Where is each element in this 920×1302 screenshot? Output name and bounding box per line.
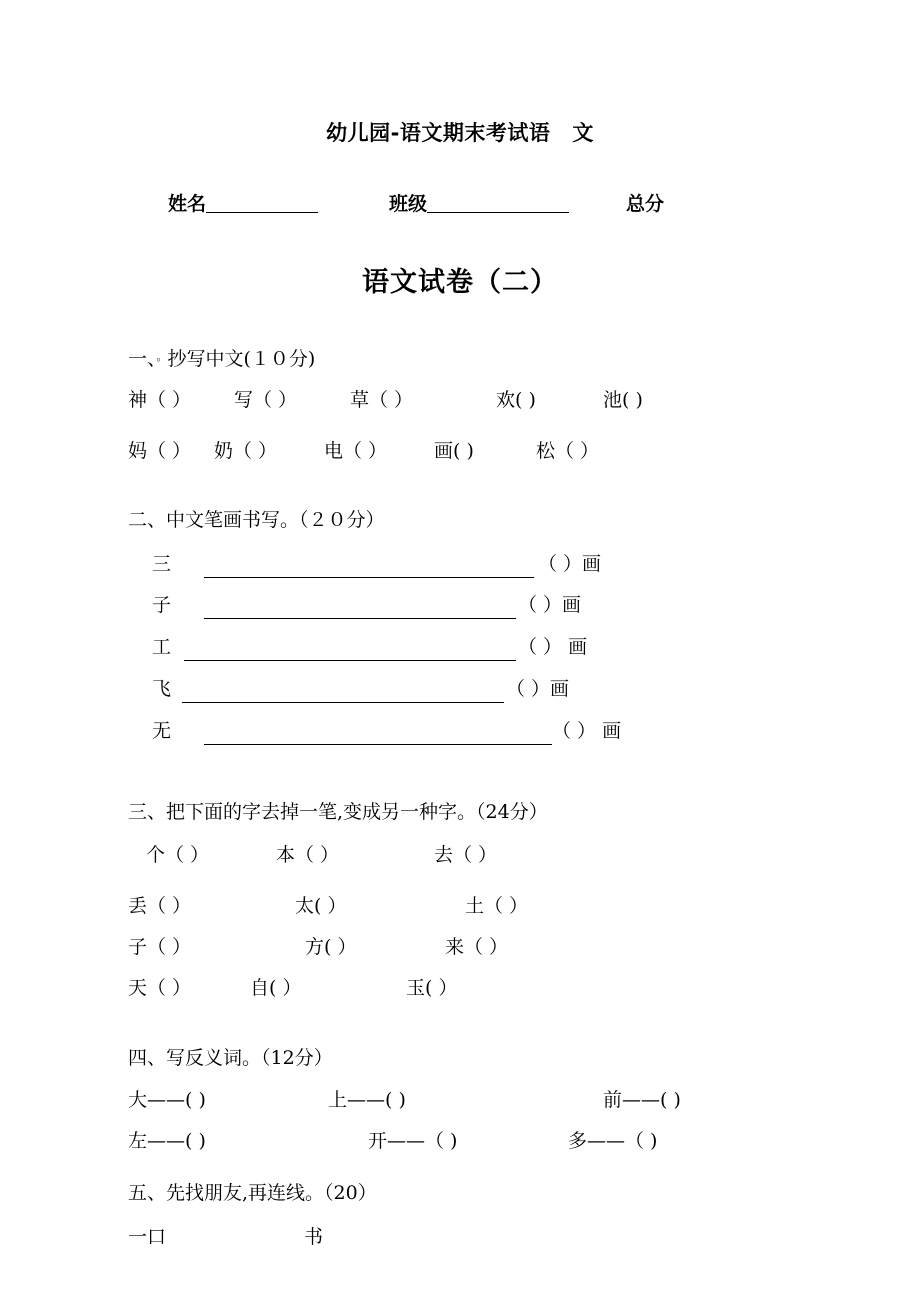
section-four-heading bbox=[128, 1043, 333, 1070]
answer-blank-diu[interactable]: 丢（ ） bbox=[128, 895, 192, 917]
antonym-blank-da[interactable]: 大——( ) bbox=[128, 1089, 206, 1111]
section-three-title: 把下面的字去掉一笔,变成另一种字。（24分） bbox=[166, 801, 548, 823]
class-field[interactable] bbox=[389, 189, 569, 216]
antonym-blank-qian[interactable]: 前——( ) bbox=[603, 1089, 681, 1111]
document-header-title bbox=[0, 117, 920, 147]
answer-blank-chi[interactable]: 池( ) bbox=[603, 389, 643, 411]
stroke-char-san: 三 bbox=[152, 553, 172, 575]
section-two-number: 二、 bbox=[128, 509, 167, 531]
stroke-write-line-fei[interactable] bbox=[182, 702, 504, 703]
answer-blank-shen[interactable]: 神（ ） bbox=[128, 389, 192, 411]
section-three-number: 三、 bbox=[128, 801, 167, 823]
stroke-write-line-wu[interactable] bbox=[204, 744, 552, 745]
stroke-row-zi bbox=[152, 590, 672, 622]
section-five-heading bbox=[128, 1178, 377, 1205]
antonym-blank-shang[interactable]: 上——( ) bbox=[328, 1089, 406, 1111]
section-four-number: 四、 bbox=[128, 1047, 167, 1069]
answer-blank-cao[interactable]: 草（ ） bbox=[350, 389, 414, 411]
answer-blank-yu[interactable]: 玉( ） bbox=[406, 977, 458, 999]
section-two-heading bbox=[128, 505, 385, 532]
stroke-row-gong bbox=[152, 632, 672, 664]
paper-title: 语文试卷（二） bbox=[362, 267, 558, 298]
match-item-right-shu[interactable]: 书 bbox=[304, 1226, 324, 1248]
antonym-blank-duo[interactable]: 多——（ ) bbox=[568, 1130, 658, 1152]
stroke-count-blank-wu[interactable]: （ ） 画 bbox=[552, 720, 622, 742]
section-three-heading bbox=[128, 797, 548, 824]
answer-blank-xie[interactable]: 写（ ） bbox=[234, 389, 298, 411]
answer-blank-ge[interactable]: 个（ ） bbox=[146, 844, 210, 866]
answer-blank-tu[interactable]: 土（ ） bbox=[465, 895, 529, 917]
score-label: 总分 bbox=[626, 193, 665, 215]
answer-blank-lai[interactable]: 来（ ） bbox=[445, 936, 509, 958]
stroke-row-san bbox=[152, 549, 672, 581]
answer-blank-hua[interactable]: 画( ) bbox=[434, 440, 474, 462]
name-write-line[interactable] bbox=[206, 212, 318, 213]
stroke-count-blank-zi[interactable]: （ ）画 bbox=[518, 594, 582, 616]
score-field[interactable] bbox=[626, 189, 664, 216]
stroke-count-blank-san[interactable]: （ ）画 bbox=[538, 553, 602, 575]
stroke-row-wu bbox=[152, 716, 672, 748]
answer-blank-song[interactable]: 松（ ） bbox=[536, 440, 600, 462]
stroke-write-line-san[interactable] bbox=[204, 577, 534, 578]
section-five-number: 五、 bbox=[128, 1182, 167, 1204]
section-one-heading bbox=[128, 344, 315, 371]
section-one-number: 一、 bbox=[128, 348, 157, 370]
answer-blank-dian[interactable]: 电（ ） bbox=[324, 440, 388, 462]
stroke-row-fei bbox=[152, 674, 672, 706]
section-four-title: 写反义词。（12分） bbox=[166, 1047, 333, 1069]
header-title-text: 幼儿园-语文期末考试语 bbox=[326, 121, 551, 145]
stroke-char-fei: 飞 bbox=[152, 678, 172, 700]
section-five-title: 先找朋友,再连线。（20） bbox=[166, 1182, 377, 1204]
stroke-char-wu: 无 bbox=[152, 720, 172, 742]
answer-blank-fang[interactable]: 方( ） bbox=[305, 936, 357, 958]
antonym-blank-zuo[interactable]: 左——( ) bbox=[128, 1130, 206, 1152]
name-label: 姓名 bbox=[168, 193, 207, 215]
answer-blank-nai[interactable]: 奶（ ） bbox=[214, 440, 278, 462]
stroke-write-line-gong[interactable] bbox=[184, 660, 516, 661]
answer-blank-qu[interactable]: 去（ ） bbox=[434, 844, 498, 866]
section-one-mark: 。 bbox=[156, 350, 168, 363]
header-title-tail: 文 bbox=[572, 121, 594, 145]
answer-blank-tian[interactable]: 天（ ） bbox=[128, 977, 192, 999]
answer-blank-zi4[interactable]: 自( ） bbox=[250, 977, 302, 999]
match-item-left-yikou[interactable]: 一口 bbox=[128, 1226, 167, 1248]
answer-blank-huan[interactable]: 欢( ) bbox=[496, 389, 536, 411]
stroke-write-line-zi[interactable] bbox=[204, 618, 516, 619]
class-write-line[interactable] bbox=[427, 212, 569, 213]
stroke-char-zi: 子 bbox=[152, 594, 172, 616]
answer-blank-ben[interactable]: 本（ ） bbox=[276, 844, 340, 866]
stroke-count-blank-fei[interactable]: （ ）画 bbox=[506, 678, 570, 700]
stroke-char-gong: 工 bbox=[152, 636, 172, 658]
answer-blank-zi3[interactable]: 子（ ） bbox=[128, 936, 192, 958]
answer-blank-tai[interactable]: 太( ） bbox=[295, 895, 347, 917]
class-label: 班级 bbox=[389, 193, 428, 215]
stroke-count-blank-gong[interactable]: （ ） 画 bbox=[518, 636, 588, 658]
section-two-title: 中文笔画书写。（２０分） bbox=[166, 509, 385, 531]
section-one-title: 抄写中文(１０分) bbox=[167, 348, 316, 370]
answer-blank-ma[interactable]: 妈（ ） bbox=[128, 440, 192, 462]
antonym-blank-kai[interactable]: 开——（ ) bbox=[368, 1130, 458, 1152]
name-field[interactable] bbox=[168, 189, 318, 216]
